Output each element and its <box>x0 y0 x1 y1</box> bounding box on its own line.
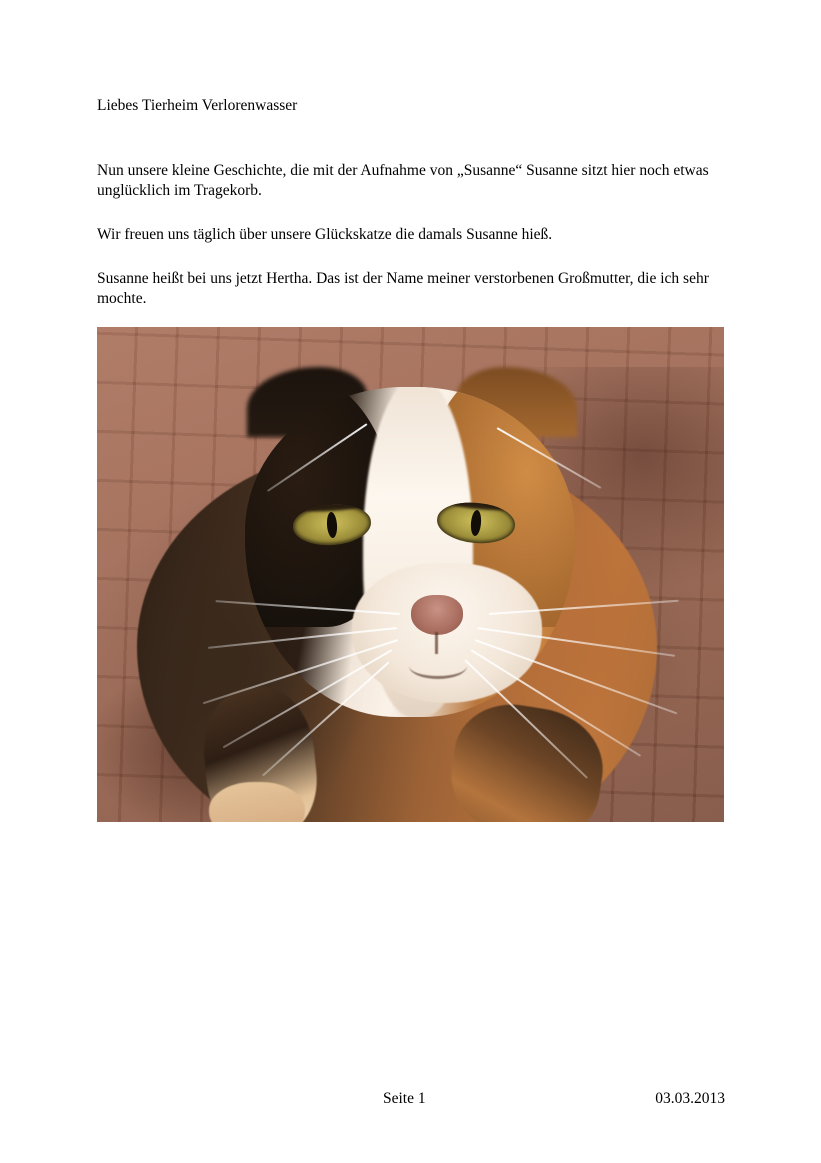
page-number: Seite 1 <box>383 1090 426 1107</box>
page-footer <box>97 1090 725 1108</box>
cat-whiskers <box>97 327 724 822</box>
footer-date: 03.03.2013 <box>655 1090 725 1107</box>
spacer <box>97 117 725 161</box>
cat-photo <box>97 327 724 822</box>
document-text-block <box>97 96 725 310</box>
paragraph-2: Wir freuen uns täglich über unsere Glückskatze die damals Susanne hieß. <box>97 226 553 244</box>
spacer <box>97 201 725 225</box>
cat-photo-canvas <box>97 327 724 822</box>
paragraph-3: Susanne heißt bei uns jetzt Hertha. Das ist der Name meiner verstorbenen Großmutter, die ich sehr mochte. <box>97 270 709 308</box>
salutation-line: Liebes Tierheim Verlorenwasser <box>97 97 298 114</box>
spacer <box>97 245 725 269</box>
paragraph-1: Nun unsere kleine Geschichte, die mit der Aufnahme von „Susanne“ Susanne sitzt hier noch etwas unglücklich im Tragekorb. <box>97 161 709 200</box>
